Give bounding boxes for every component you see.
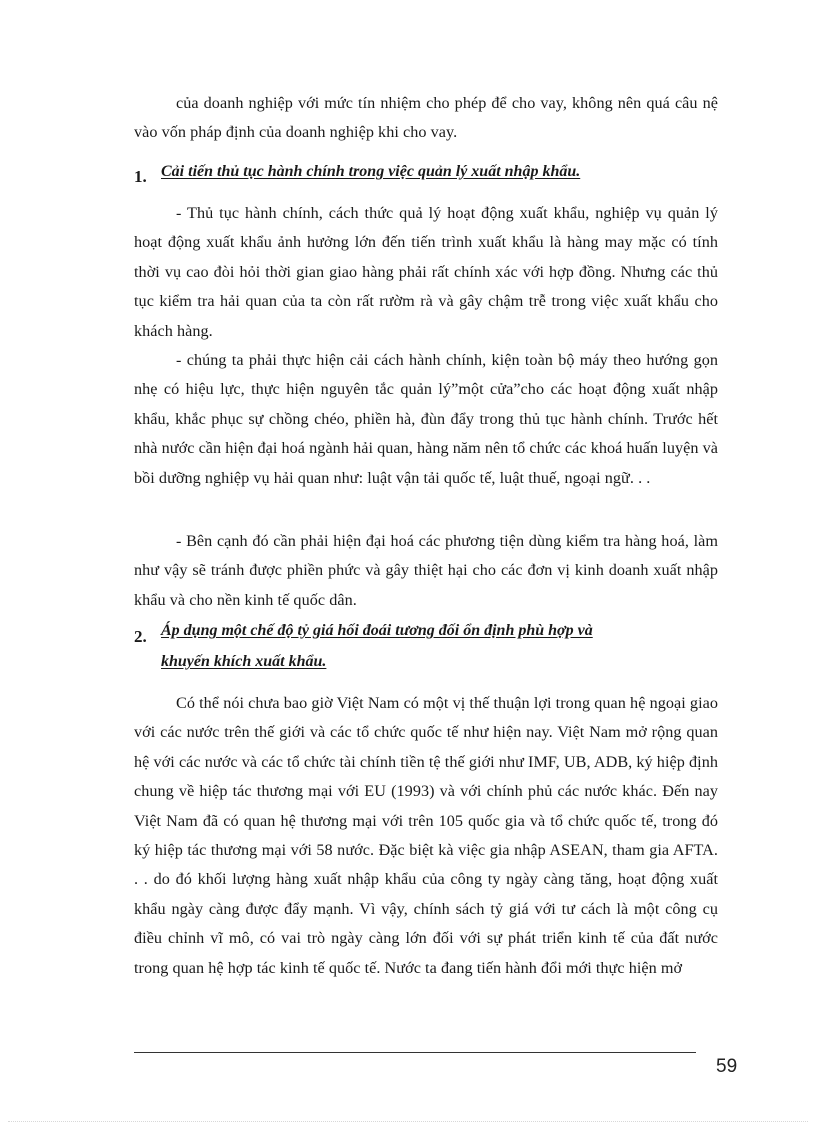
paragraph-section1-c: - Bên cạnh đó cần phải hiện đại hoá các phương tiện dùng kiểm tra hàng hoá, làm như vậy sẽ tránh được phiền phức và gây thiệt hại cho các đơn vị kinh doanh xuất nhập khẩu và cho nền kinh tế quốc dân. — [134, 532, 718, 609]
section-title-2-line2: khuyến khích xuất khẩu. — [161, 653, 327, 670]
page-number: 59 — [716, 1056, 738, 1077]
paragraph-section2: Có thể nói chưa bao giờ Việt Nam có một vị thế thuận lợi trong quan hệ ngoại giao với các nước trên thế giới và các tổ chức quốc tế như hiện nay. Việt Nam mở rộng quan hệ với các nước và các tổ chức tài chính tiền tệ thế giới như IMF, UB, ADB, ký hiệp định chung về hiệp tác thương mại với EU (1993) và với chính phủ các nước khác. Đến nay Việt Nam đã có quan hệ thương mại với trên 105 quốc gia và tổ chức quốc tế, trong đó ký hiệp tác thương mại với 58 nước. Đặc biệt kà việc gia nhập ASEAN, tham gia AFTA. . . do đó khối lượng hàng xuất nhập khẩu của công ty ngày càng tăng, hoạt động xuất khẩu ngày càng được đẩy mạnh. Vì vậy, chính sách tỷ giá với tư cách là một công cụ điều chỉnh vĩ mô, có vai trò ngày càng lớn đối với sự phát triển kinh tế của đất nước trong quan hệ hợp tác kinh tế quốc tế. Nước ta đang tiến hành đổi mới thực hiện mở — [134, 694, 718, 977]
footer-divider — [134, 1052, 696, 1053]
section-title-2-line1: Áp dụng một chế độ tỷ giá hối đoái tương đối ổn định phù hợp và — [161, 622, 593, 639]
paragraph-section1-a: - Thủ tục hành chính, cách thức quả lý hoạt động xuất khẩu, nghiệp vụ quản lý hoạt động xuất khẩu ảnh hưởng lớn đến tiến trình xuất khẩu là hàng may mặc có tính thời vụ cao đòi hỏi thời gian giao hàng phải rất chính xác với hợp đồng. Nhưng các thủ tục kiểm tra hải quan của ta còn rất rườm rà và gây chậm trễ trong việc xuất khẩu cho khách hàng. — [134, 204, 718, 340]
paragraph-section1-b: - chúng ta phải thực hiện cải cách hành chính, kiện toàn bộ máy theo hướng gọn nhẹ có hiệu lực, thực hiện nguyên tắc quản lý”một cửa”cho các hoạt động xuất nhập khẩu, khắc phục sự chồng chéo, phiền hà, đùn đẩy trong thủ tục hành chính. Trước hết nhà nước cần hiện đại hoá ngành hải quan, hàng năm nên tổ chức các khoá huấn luyện và bồi dưỡng nghiệp vụ hải quan như: luật vận tải quốc tế, luật thuế, ngoại ngữ. . . — [134, 351, 718, 487]
section-title-1: Cải tiến thủ tục hành chính trong việc quản lý xuất nhập khẩu. — [161, 163, 581, 180]
section-heading-2 — [134, 622, 734, 682]
page-edge — [8, 1121, 808, 1122]
section-number-2: 2. — [134, 627, 147, 646]
section-heading-1 — [134, 163, 734, 193]
section-number-1: 1. — [134, 167, 147, 186]
paragraph-intro: của doanh nghiệp với mức tín nhiệm cho phép để cho vay, không nên quá câu nệ vào vốn pháp định của doanh nghiệp khi cho vay. — [134, 94, 718, 142]
